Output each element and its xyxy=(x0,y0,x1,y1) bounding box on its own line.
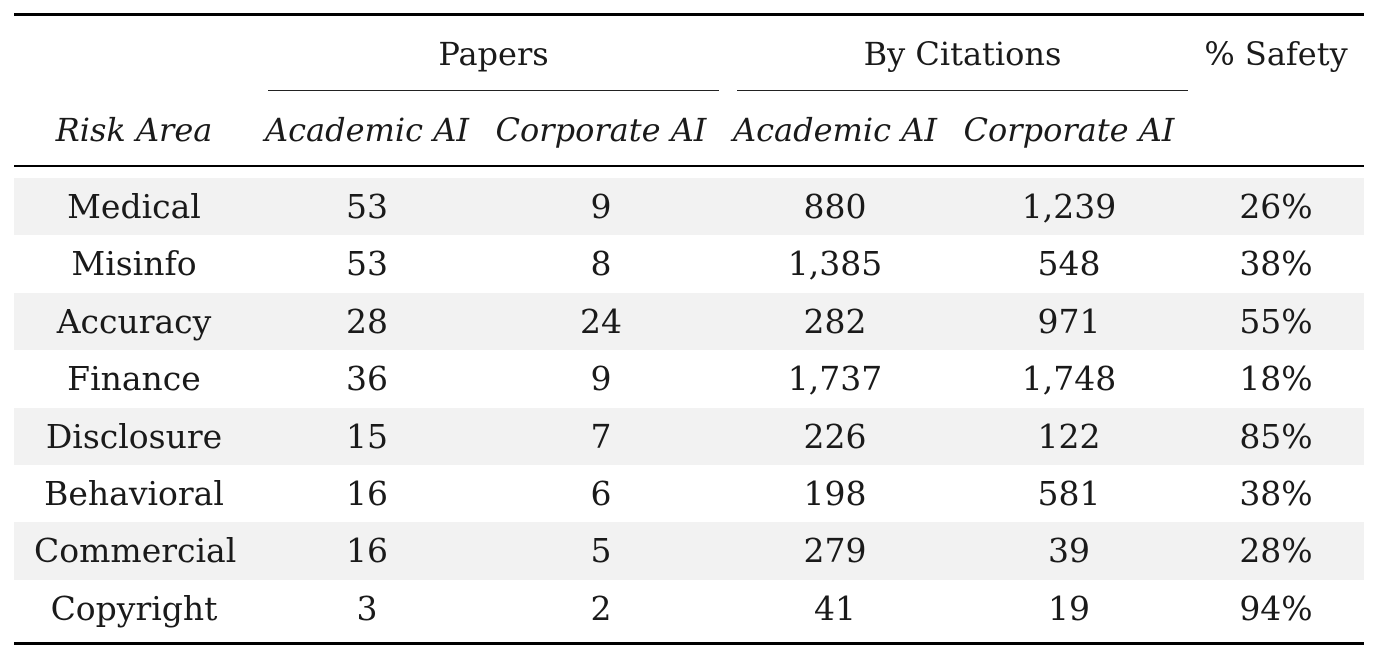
table-row xyxy=(14,522,1364,579)
cell-risk-area: Copyright xyxy=(50,588,218,628)
cell-citations-academic: 279 xyxy=(803,531,867,571)
table-bottom-rule xyxy=(14,642,1364,645)
cell-papers-academic: 53 xyxy=(346,244,388,284)
cell-safety: 38% xyxy=(1239,244,1313,284)
cell-papers-corporate: 9 xyxy=(590,187,612,226)
cell-citations-academic: 41 xyxy=(814,588,856,628)
cell-citations-corporate: 971 xyxy=(1037,301,1101,341)
header-papers: Papers xyxy=(438,35,549,73)
header-citations-corporate: Corporate AI xyxy=(963,111,1175,149)
cell-safety: 85% xyxy=(1239,416,1313,456)
table-row xyxy=(14,178,1364,235)
table-row xyxy=(14,408,1364,465)
table-row xyxy=(14,350,1364,407)
cell-safety: 38% xyxy=(1239,473,1313,513)
header-risk-area: Risk Area xyxy=(55,111,213,149)
cell-citations-corporate: 548 xyxy=(1037,244,1101,284)
cell-risk-area: Commercial xyxy=(34,531,237,571)
table-row xyxy=(14,580,1364,637)
header-papers-academic: Academic AI xyxy=(265,111,469,149)
cell-safety: 94% xyxy=(1239,588,1313,628)
cell-papers-academic: 16 xyxy=(346,473,388,513)
cell-risk-area: Finance xyxy=(67,359,201,399)
table-body xyxy=(14,178,1364,637)
cell-papers-academic: 3 xyxy=(356,588,378,628)
cell-citations-corporate: 122 xyxy=(1037,416,1101,456)
cell-papers-academic: 16 xyxy=(346,531,388,571)
cell-citations-academic: 282 xyxy=(803,301,867,341)
cell-citations-academic: 1,385 xyxy=(787,244,883,284)
cell-papers-academic: 28 xyxy=(346,301,388,341)
cell-safety: 18% xyxy=(1239,359,1313,399)
cell-citations-academic: 198 xyxy=(803,473,867,513)
cell-citations-academic: 1,737 xyxy=(787,359,883,399)
table-row xyxy=(14,235,1364,292)
cell-papers-academic: 15 xyxy=(346,416,388,456)
cell-citations-corporate: 39 xyxy=(1048,531,1090,571)
cell-safety: 28% xyxy=(1239,531,1313,571)
cell-papers-corporate: 8 xyxy=(590,244,612,284)
cell-citations-academic: 880 xyxy=(803,187,867,226)
cell-papers-corporate: 9 xyxy=(590,359,612,399)
table-header-rule xyxy=(14,165,1364,167)
table-row xyxy=(14,293,1364,350)
cell-risk-area: Misinfo xyxy=(71,244,197,284)
cell-risk-area: Medical xyxy=(67,187,201,226)
header-papers-corporate: Corporate AI xyxy=(495,111,707,149)
table-row xyxy=(14,465,1364,522)
cell-papers-corporate: 24 xyxy=(580,301,622,341)
cell-risk-area: Accuracy xyxy=(56,301,212,341)
cell-papers-corporate: 7 xyxy=(590,416,612,456)
cell-safety: 26% xyxy=(1239,187,1313,226)
header-safety: % Safety xyxy=(1204,35,1348,73)
cell-citations-corporate: 1,748 xyxy=(1021,359,1117,399)
cell-citations-corporate: 19 xyxy=(1048,588,1090,628)
papers-group-rule xyxy=(268,90,719,91)
header-by-citations: By Citations xyxy=(863,35,1062,73)
table-top-rule xyxy=(14,13,1364,16)
cell-safety: 55% xyxy=(1239,301,1313,341)
cell-papers-corporate: 5 xyxy=(590,531,612,571)
cell-risk-area: Behavioral xyxy=(44,473,224,513)
cell-citations-academic: 226 xyxy=(803,416,867,456)
header-citations-academic: Academic AI xyxy=(733,111,937,149)
cell-papers-corporate: 6 xyxy=(590,473,612,513)
cell-papers-corporate: 2 xyxy=(590,588,612,628)
citations-group-rule xyxy=(737,90,1188,91)
cell-citations-corporate: 1,239 xyxy=(1021,187,1117,226)
cell-citations-corporate: 581 xyxy=(1037,473,1101,513)
cell-papers-academic: 53 xyxy=(346,187,388,226)
cell-papers-academic: 36 xyxy=(346,359,388,399)
cell-risk-area: Disclosure xyxy=(45,416,223,456)
